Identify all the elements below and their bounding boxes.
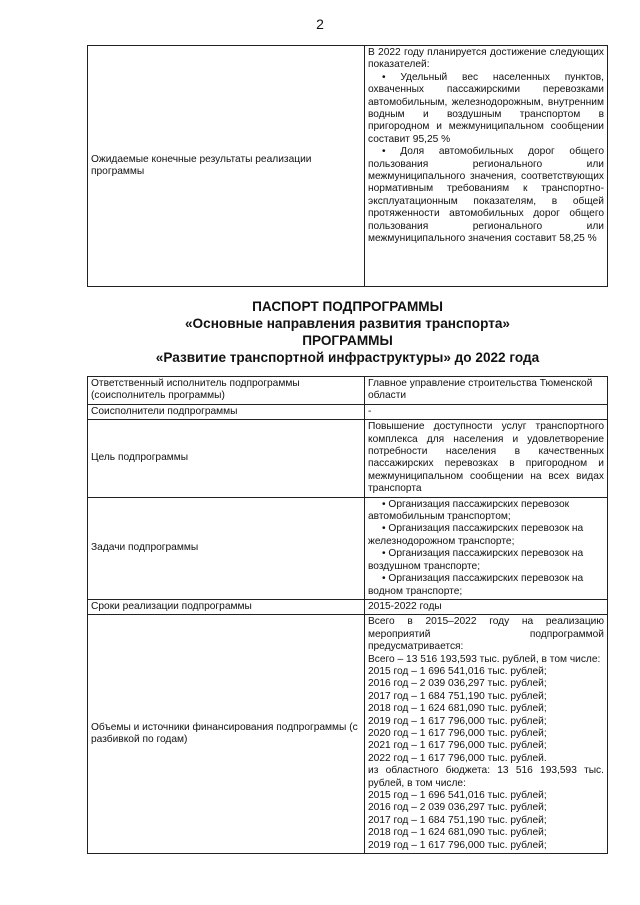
regional-year: 2015 год – 1 696 541,016 тыс. рублей; [368, 790, 547, 801]
funding-value [365, 615, 608, 854]
funding-total: Всего – 13 516 193,593 тыс. рублей, в том числе: [368, 653, 601, 665]
funding-year: 2018 год – 1 624 681,090 тыс. рублей; [368, 703, 547, 715]
subprogram-passport-table [87, 376, 608, 854]
task-item: • Организация пассажирских перевозок автомобильным транспортом; [368, 498, 570, 523]
row-value: Главное управление строительства Тюменской области [365, 377, 608, 405]
table-row [88, 377, 608, 405]
funding-year: 2016 год – 2 039 036,297 тыс. рублей; [368, 678, 547, 690]
funding-label: Объемы и источники финансирования подпрограммы (с разбивкой по годам) [88, 615, 365, 854]
heading-line: ПАСПОРТ ПОДПРОГРАММЫ [252, 299, 443, 314]
funding-intro: Всего в 2015–2022 году на реализацию мероприятий подпрограммой предусматривается: [368, 616, 604, 653]
heading-line: ПРОГРАММЫ [302, 333, 393, 348]
page-number: 2 [316, 16, 324, 32]
regional-year: 2018 год – 1 624 681,090 тыс. рублей; [368, 827, 547, 839]
row-value: Повышение доступности услуг транспортного комплекса для населения и удовлетворение потребности населения в качественных пассажирских перевозках в пригородном и межмуниципальном сообщении на всех видах транспорта [365, 420, 608, 497]
expected-results-intro: В 2022 году планируется достижение следующих показателей: [368, 47, 604, 71]
row-label: Сроки реализации подпрограммы [88, 599, 365, 614]
indicator-bullet: • Удельный вес населенных пунктов, охваченных пассажирскими перевозками автомобильным, железнодорожным, внутренним водным и воздушным транспортом в пригородном и межмуниципальном сообщении составит 95,25 % [368, 71, 604, 145]
funding-year: 2019 год – 1 617 796,000 тыс. рублей; [368, 715, 547, 727]
table-row [88, 497, 608, 599]
task-item: • Организация пассажирских перевозок на водном транспорте; [368, 573, 584, 597]
expected-results-value [365, 46, 608, 287]
regional-year: 2019 год – 1 617 796,000 тыс. рублей; [368, 839, 547, 851]
table-row [88, 420, 608, 497]
row-label: Ответственный исполнитель подпрограммы (соисполнитель программы) [88, 377, 365, 405]
table-row [88, 46, 608, 287]
funding-year: 2022 год – 1 617 796,000 тыс. рублей. [368, 752, 547, 764]
row-value [365, 497, 608, 599]
task-item: • Организация пассажирских перевозок на воздушном транспорте; [368, 548, 584, 572]
funding-year: 2020 год – 1 617 796,000 тыс. рублей; [368, 727, 547, 739]
row-value: - [365, 404, 608, 419]
row-label: Цель подпрограммы [88, 420, 365, 497]
regional-year: 2017 год – 1 684 751,190 тыс. рублей; [368, 814, 547, 826]
heading-line: «Развитие транспортной инфраструктуры» до 2022 года [155, 350, 540, 365]
expected-results-label: Ожидаемые конечные результаты реализации программы [88, 46, 365, 287]
row-label: Задачи подпрограммы [88, 497, 365, 599]
indicator-bullet: • Доля автомобильных дорог общего пользования регионального или межмуниципального значения, соответствующих нормативным требованиям к транспортно-эксплуатационным показателям, в общей протяженности автомобильных дорог общего пользования регионального или межмуниципального значения составит 58,25 % [368, 146, 604, 245]
subprogram-heading [87, 298, 608, 366]
funding-year: 2017 год – 1 684 751,190 тыс. рублей; [368, 690, 547, 702]
funding-year: 2015 год – 1 696 541,016 тыс. рублей; [368, 665, 547, 677]
task-item: • Организация пассажирских перевозок на железнодорожном транспорте; [368, 523, 584, 547]
row-value: 2015-2022 годы [365, 599, 608, 614]
funding-year: 2021 год – 1 617 796,000 тыс. рублей; [368, 740, 547, 752]
row-label: Соисполнители подпрограммы [88, 404, 365, 419]
table-row [88, 404, 608, 419]
expected-results-table [87, 45, 608, 287]
regional-year: 2016 год – 2 039 036,297 тыс. рублей; [368, 802, 547, 814]
heading-line: «Основные направления развития транспорта» [185, 316, 510, 331]
table-row [88, 599, 608, 614]
regional-budget: из областного бюджета: 13 516 193,593 тыс. рублей, в том числе: [368, 765, 604, 789]
table-row [88, 615, 608, 854]
